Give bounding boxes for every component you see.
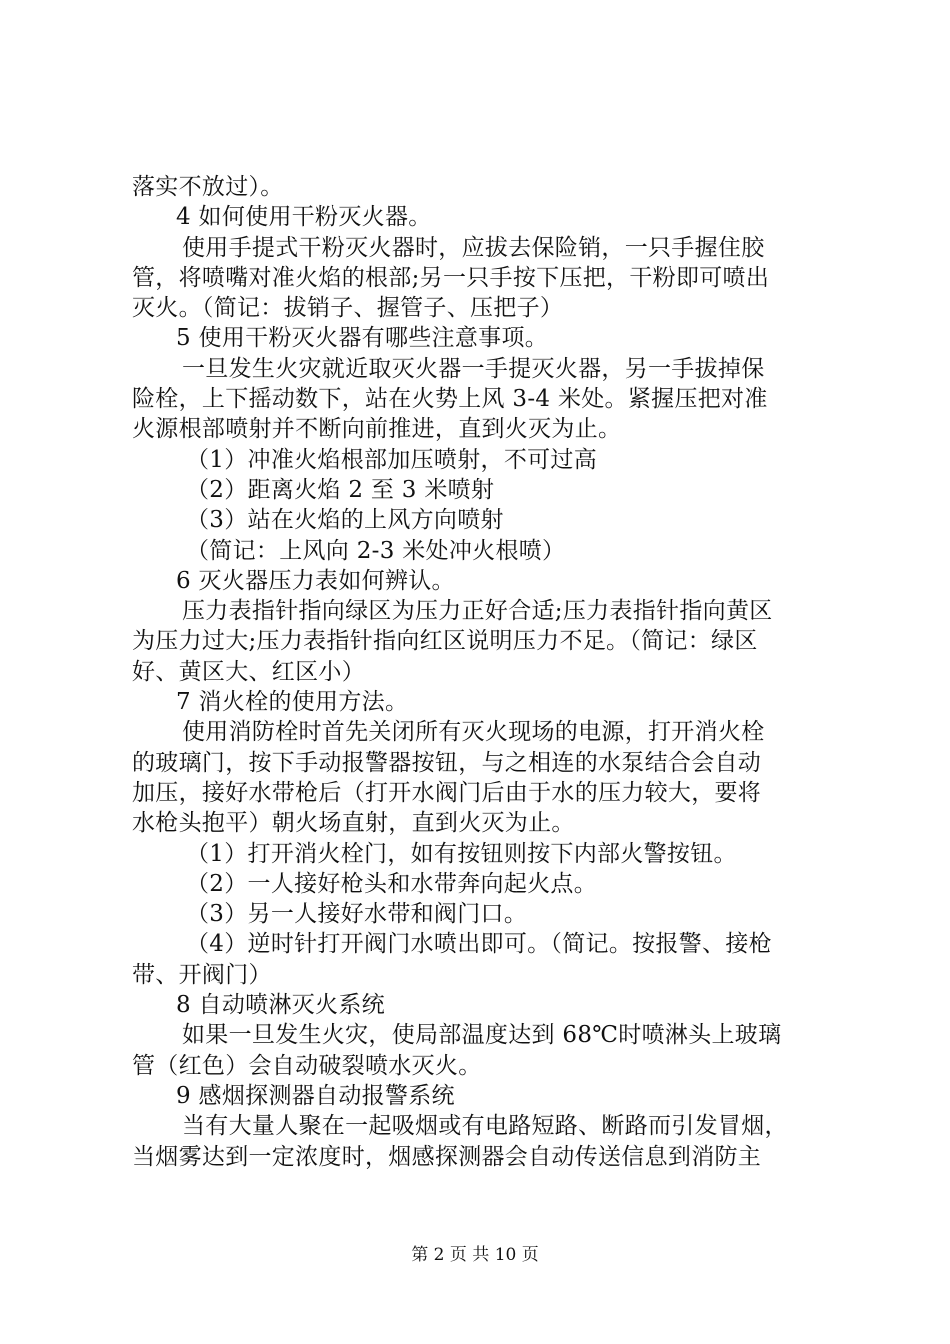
text-line: 一旦发生火灾就近取灭火器一手提灭火器，另一手拔掉保 bbox=[182, 355, 765, 382]
text-line: 加压，接好水带枪后（打开水阀门后由于水的压力较大，要将 bbox=[132, 779, 762, 806]
text-line: 的玻璃门，按下手动报警器按钮，与之相连的水泵结合会自动 bbox=[132, 749, 762, 776]
text-line: 4 如何使用干粉灭火器。 bbox=[176, 204, 432, 231]
text-line: 落实不放过）。 bbox=[132, 174, 284, 200]
text-line: 使用消防栓时首先关闭所有灭火现场的电源，打开消火栓 bbox=[182, 719, 765, 746]
text-line: 带、开阀门） bbox=[132, 961, 272, 988]
text-line: 灭火。（简记：拔销子、握管子、压把子） bbox=[132, 295, 564, 322]
text-line: 6 灭火器压力表如何辨认。 bbox=[176, 567, 455, 594]
text-line: 险栓，上下摇动数下，站在火势上风 3-4 米处。紧握压把对准 bbox=[132, 386, 768, 413]
text-line: 如果一旦发生火灾，使局部温度达到 68℃时喷淋头上玻璃 bbox=[182, 1022, 782, 1049]
document-body bbox=[132, 172, 832, 1172]
text-line: （1）打开消火栓门，如有按钮则按下内部火警按钮。 bbox=[186, 840, 737, 867]
text-line: （3）站在火焰的上风方向喷射 bbox=[186, 507, 504, 534]
text-line: 火源根部喷射并不断向前推进，直到火灭为止。 bbox=[132, 416, 622, 443]
text-line: （1）冲准火焰根部加压喷射，不可过高 bbox=[186, 446, 598, 473]
text-line: （3）另一人接好水带和阀门口。 bbox=[186, 901, 528, 928]
text-line: 当烟雾达到一定浓度时，烟感探测器会自动传送信息到消防主 bbox=[132, 1143, 762, 1170]
page-footer: 第 2 页 共 10 页 bbox=[411, 1245, 539, 1265]
text-line: 使用手提式干粉灭火器时，应拔去保险销，一只手握住胶 bbox=[182, 234, 765, 261]
text-line: （4）逆时针打开阀门水喷出即可。（简记。按报警、接枪 bbox=[186, 931, 772, 958]
text-line: 5 使用干粉灭火器有哪些注意事项。 bbox=[176, 325, 549, 352]
text-line: 为压力过大;压力表指针指向红区说明压力不足。（简记：绿区 bbox=[132, 628, 758, 655]
text-line: 9 感烟探测器自动报警系统 bbox=[176, 1082, 455, 1109]
text-line: 管，将喷嘴对准火焰的根部;另一只手按下压把，干粉即可喷出 bbox=[132, 264, 770, 291]
text-line: （2）距离火焰 2 至 3 米喷射 bbox=[186, 476, 495, 503]
text-line: 7 消火栓的使用方法。 bbox=[176, 689, 409, 716]
text-line: 压力表指针指向绿区为压力正好合适;压力表指针指向黄区 bbox=[182, 598, 773, 625]
text-line: 水枪头抱平）朝火场直射，直到火灭为止。 bbox=[132, 810, 575, 837]
text-line: 管（红色）会自动破裂喷水灭火。 bbox=[132, 1052, 482, 1079]
text-line: （2）一人接好枪头和水带奔向起火点。 bbox=[186, 870, 598, 897]
text-line: 好、黄区大、红区小） bbox=[132, 658, 365, 685]
text-line: （简记：上风向 2-3 米处冲火根喷） bbox=[186, 537, 566, 564]
text-line: 当有大量人聚在一起吸烟或有电路短路、断路而引发冒烟， bbox=[182, 1113, 788, 1140]
text-line: 8 自动喷淋灭火系统 bbox=[176, 992, 385, 1019]
